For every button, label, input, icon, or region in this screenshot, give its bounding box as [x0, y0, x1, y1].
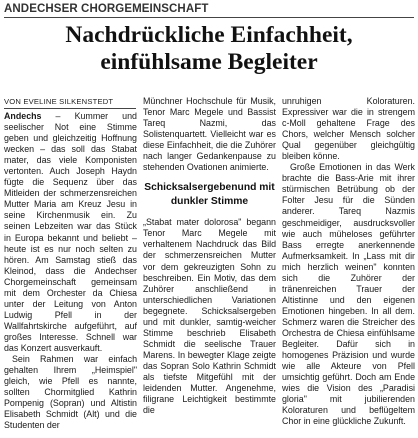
byline-rule	[4, 108, 136, 109]
top-rule	[4, 17, 414, 18]
dateline-place: Andechs	[4, 111, 42, 121]
headline-line-1: Nachdrückliche Einfachheit,	[65, 22, 353, 48]
paragraph-text: – Kummer und seelischer Not eine Stimme geben und gleichzeitig Hoffnung wecken – das soll das Stabat mater, das viele Komponisten vertonten. Auch Joseph Haydn fügte die Sequenz über das Mitleiden der schmerzensreichen Mutter Maria am Kreuz Jesu in seine Kirchenmusik ein. Zu seinen Lebzeiten war das Stück in Europa bekannt und beliebt – heute ist es nur noch selten zu hören. Am Samstag stieß das Kleinod, dass die Andechser Chorgemeinschaft gemeinsam mit dem Orchester da Chiesa unter der Leitung von Anton Ludwig Pfell in der Wallfahrtskirche aufgeführt, auf großes Interesse. Schnell war das Konzert ausverkauft.	[4, 111, 137, 353]
paragraph	[4, 111, 137, 354]
headline-line-2: einfühlsame Begleiter	[100, 49, 318, 75]
paragraph: unruhigen Koloraturen. Expressiver war die in strengem c-Moll gehaltene Frage des Chors, welcher Mensch solcher Qual gegenüber gleichgültig bleiben könne.	[282, 96, 415, 162]
byline: VON EVELINE SILKENSTEDT	[4, 97, 114, 106]
column-1	[4, 111, 137, 431]
paragraph: „Stabat mater dolorosa" begann Tenor Marc Megele mit verhaltenem Nachdruck das Bild der schmerzensreichen Mutter vor dem gekreuzigten Sohn zu beschreiben. Ein Motiv, das dem Zuhörer anschließend in unterschiedlichen Variationen begegnete. Schicksalsergeben und mit dunkler, samtig-weicher Stimme beschrieb Elisabeth Schmidt die seelische Trauer Marens. In bewegter Klage zeigte das Sopran Solo Kathrin Schmidt als tiefste Mitgefühl mit der leidenden Mutter. Angenehme, filigrane Leichtigkeit bestimmte die	[143, 217, 276, 416]
section-kicker: ANDECHSER CHORGEMEINSCHAFT	[4, 3, 209, 15]
paragraph: Große Emotionen in das Werk brachte die Bass-Arie mit ihrer stürmischen Betrübung ob der Folter Jesu für die Sünden anderer. Tareq Nazmis geschmeidiger, ausdrucksvoller wie auch müheloses geführter Bass erregte anerkennende Aufmerksamkeit. In „Lass mit dir mich herzlich weinen" konnten sich die Zuhörer der tränenreichen Trauer der Altistinne und den eigenen Emotionen hingeben. In all dem. Schmerz waren die Streicher des Orchestra de Chiesa einfühlsame Begleiter. Dafür sich in homogenes Präzision und wurde wie alle Akteure von Pfell umsichtig geführt. Doch am Ende wies die Vision des „Paradisi gloria" mit jubilierenden Koloraturen und beflügeltem Chor in eine glückliche Zukunft.	[282, 162, 415, 427]
headline	[4, 22, 414, 76]
column-3	[282, 96, 415, 427]
column-2	[143, 96, 276, 416]
paragraph: Sein Rahmen war einfach gehalten Ihrem „Heimspiel" gleich, wie Pfell es nannte, sollten Chormitglied Kathrin Pompenig (Sopran) und Altistin Elisabeth Schmidt (Alt) und die Studenten der	[4, 354, 137, 431]
paragraph: Münchner Hochschule für Musik, Tenor Marc Megele und Bassist Tareq Nazmi, das Solistenquartett. Vielleicht war es diese Einfachheit, die die Zuhörer nach langer Gedankenpause zu stehenden Ovationen animierte.	[143, 96, 276, 173]
subheading: Schicksalsergebenund mit dunkler Stimme	[144, 182, 275, 208]
